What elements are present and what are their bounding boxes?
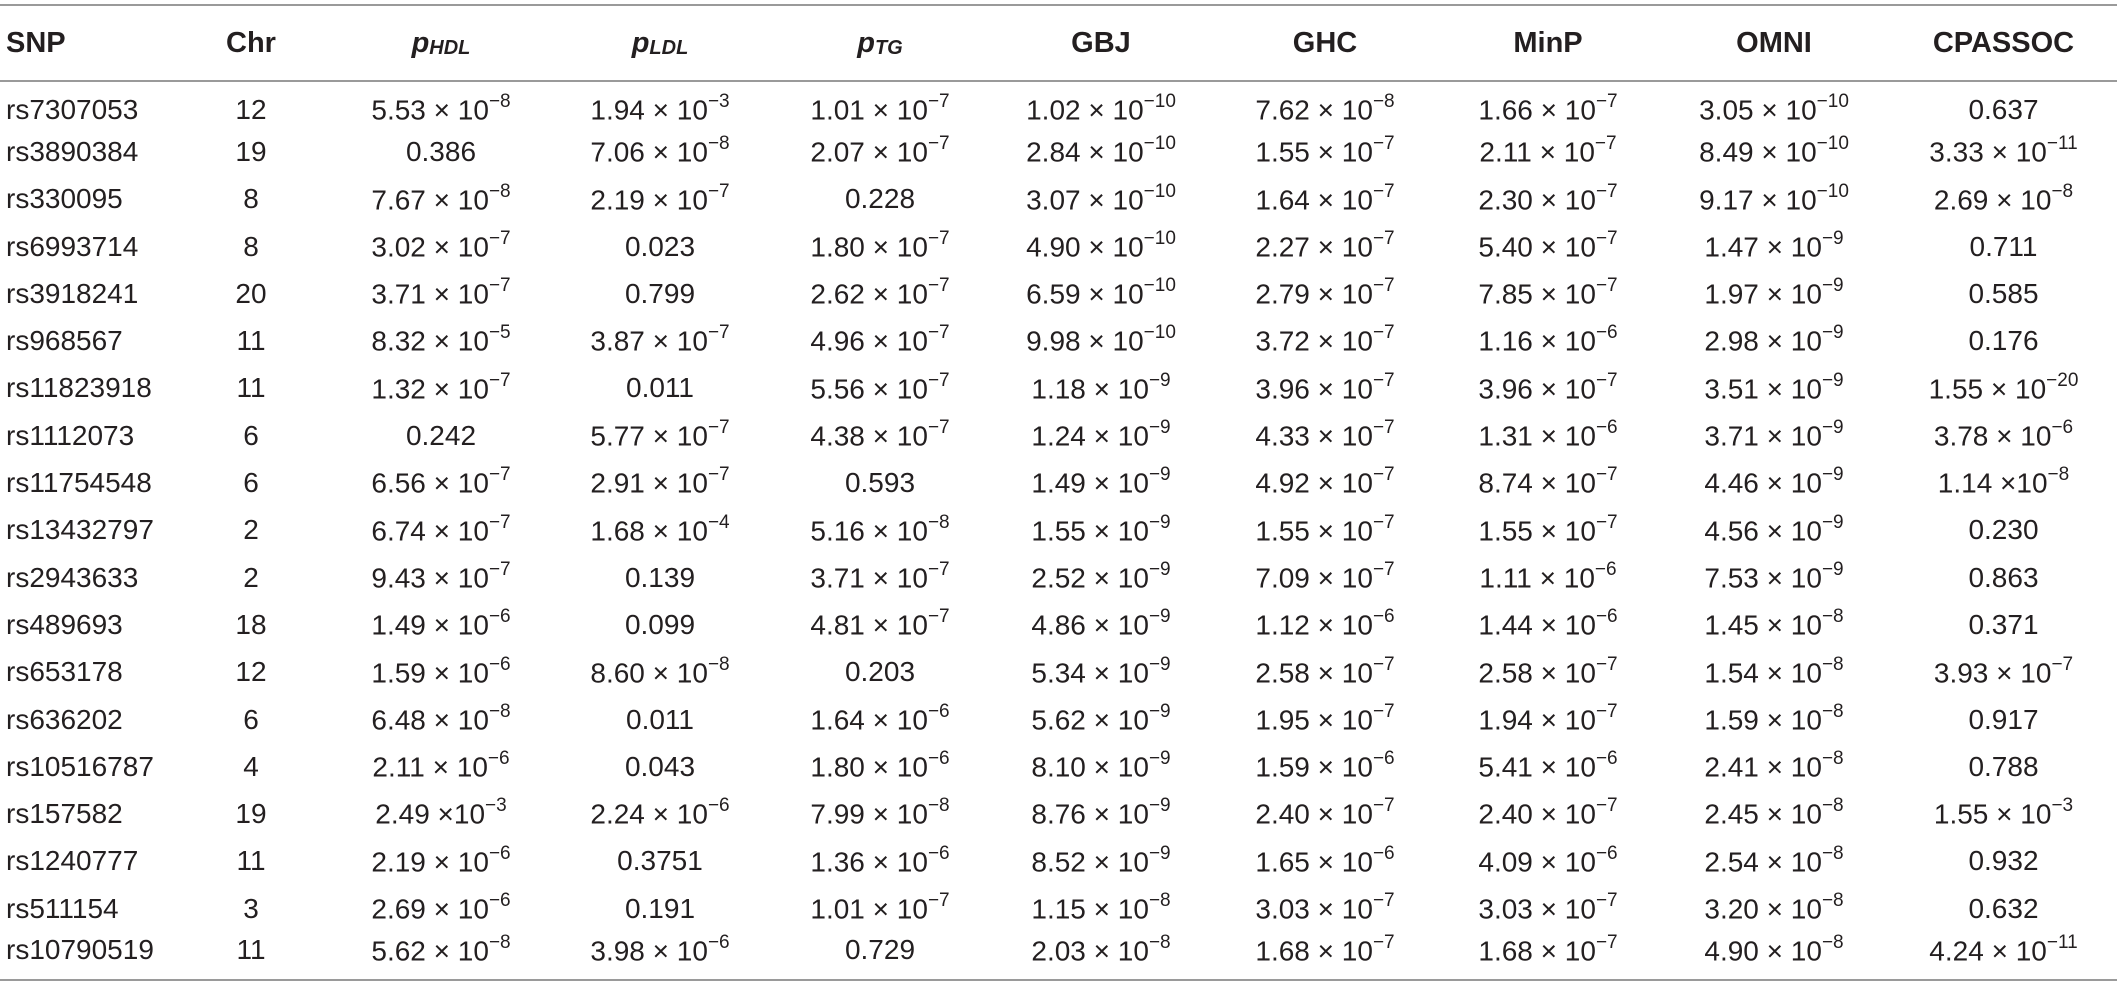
- cell-p-hdl: $8.32 \times 10^{-5}$: [371, 322, 511, 357]
- cell-omni: $1.59 \times 10^{-8}$: [1704, 700, 1844, 736]
- cell-snp: rs1240777: [6, 845, 139, 877]
- cell-snp: rs13432797: [6, 514, 154, 546]
- cell-chr: 11: [170, 932, 332, 979]
- cell-snp: rs11754548: [6, 467, 152, 499]
- cell-gbj: $1.55 \times 10^{-9}$: [1031, 511, 1171, 546]
- header-label: GHC: [1292, 26, 1358, 59]
- cell-p-ldl: 0.3751: [617, 845, 703, 877]
- cell-gbj: $1.49 \times 10^{-9}$: [1031, 464, 1171, 499]
- cell-minp: $3.03 \times 10^{-7}$: [1478, 890, 1618, 925]
- cell-ghc: $1.55 \times 10^{-7}$: [1255, 511, 1395, 546]
- cell-ghc: $2.79 \times 10^{-7}$: [1255, 275, 1395, 310]
- cell-omni: $1.45 \times 10^{-8}$: [1704, 606, 1844, 641]
- cell-cpassoc: 0.585: [1968, 277, 2039, 309]
- cell-cpassoc: $4.24 \times 10^{-11}$: [1890, 932, 2117, 979]
- cell-p-tg: $1.80 \times 10^{-7}$: [810, 227, 950, 263]
- cell-snp: rs10516787: [6, 750, 154, 782]
- table-row: [0, 838, 2117, 885]
- cell-cpassoc: 0.371: [1968, 608, 2039, 640]
- cell-omni: $2.41 \times 10^{-8}$: [1704, 748, 1844, 783]
- cell-cpassoc: 0.863: [1968, 561, 2039, 593]
- cell-snp: rs7307053: [6, 94, 139, 126]
- cell-p-tg: $1.36 \times 10^{-6}$: [810, 842, 950, 878]
- table-row: [0, 696, 2117, 743]
- cell-ghc: $3.72 \times 10^{-7}$: [1255, 322, 1395, 357]
- cell-omni: $7.53 \times 10^{-9}$: [1704, 558, 1844, 594]
- cell-p-ldl: 0.043: [624, 750, 696, 782]
- cell-p-tg: $7.99 \times 10^{-8}$: [810, 795, 950, 830]
- cell-omni: $3.20 \times 10^{-8}$: [1704, 890, 1844, 925]
- header-subscript: TG: [874, 36, 903, 59]
- cell-snp: rs653178: [6, 656, 123, 688]
- header-p-hdl: [332, 5, 550, 81]
- cell-ghc: $1.68 \times 10^{-7}$: [1212, 932, 1438, 979]
- cell-p-ldl: 0.139: [624, 561, 696, 593]
- table-header-row: [0, 5, 2117, 81]
- cell-chr: 20: [235, 277, 267, 309]
- cell-gbj: $2.03 \times 10^{-8}$: [990, 932, 1212, 979]
- cell-p-hdl: $2.19 \times 10^{-6}$: [371, 842, 511, 878]
- cell-omni: $8.49 \times 10^{-10}$: [1699, 133, 1849, 168]
- cell-omni: $3.05 \times 10^{-10}$: [1699, 91, 1849, 126]
- table-row: [0, 223, 2117, 270]
- cell-p-tg: 0.729: [770, 932, 990, 979]
- cell-minp: $5.40 \times 10^{-7}$: [1478, 227, 1618, 263]
- cell-ghc: $7.09 \times 10^{-7}$: [1255, 558, 1395, 594]
- cell-minp: $3.96 \times 10^{-7}$: [1478, 369, 1618, 405]
- cell-ghc: $7.62 \times 10^{-8}$: [1255, 91, 1395, 126]
- cell-ghc: $1.12 \times 10^{-6}$: [1255, 606, 1395, 641]
- cell-cpassoc: $1.55 \times 10^{-3}$: [1933, 795, 2074, 830]
- cell-p-ldl: 0.011: [626, 703, 694, 735]
- cell-p-tg: $4.81 \times 10^{-7}$: [810, 606, 950, 641]
- cell-p-tg: $2.07 \times 10^{-7}$: [810, 133, 950, 168]
- cell-p-hdl: $3.71 \times 10^{-7}$: [371, 275, 511, 310]
- cell-p-ldl: 0.191: [624, 892, 696, 924]
- cell-p-ldl: $7.06 \times 10^{-8}$: [590, 133, 730, 168]
- results-table: [0, 4, 2117, 981]
- cell-p-tg: 0.228: [844, 183, 916, 215]
- cell-gbj: $1.24 \times 10^{-9}$: [1031, 417, 1171, 452]
- cell-p-tg: 0.593: [844, 467, 916, 499]
- cell-p-hdl: 0.386: [405, 135, 477, 167]
- cell-ghc: $4.33 \times 10^{-7}$: [1255, 417, 1395, 452]
- cell-gbj: $4.86 \times 10^{-9}$: [1031, 606, 1171, 641]
- cell-omni: $4.46 \times 10^{-9}$: [1704, 464, 1844, 499]
- cell-minp: $2.11 \times 10^{-7}$: [1479, 133, 1617, 168]
- cell-p-ldl: $3.98 \times 10^{-6}$: [550, 932, 770, 979]
- cell-p-tg: $3.71 \times 10^{-7}$: [810, 558, 950, 594]
- table-row: [0, 790, 2117, 837]
- cell-cpassoc: 0.788: [1968, 750, 2039, 782]
- header-label: p: [411, 26, 430, 59]
- cell-p-hdl: $2.49 \times 10^{-3}$: [375, 795, 507, 830]
- cell-p-ldl: 0.099: [624, 608, 696, 640]
- cell-minp: $2.30 \times 10^{-7}$: [1478, 180, 1618, 215]
- cell-gbj: $5.34 \times 10^{-9}$: [1031, 653, 1171, 688]
- header-label: MinP: [1513, 26, 1583, 59]
- cell-minp: $8.74 \times 10^{-7}$: [1478, 464, 1618, 499]
- cell-p-tg: $4.96 \times 10^{-7}$: [810, 322, 950, 357]
- cell-p-tg: $1.01 \times 10^{-7}$: [810, 91, 950, 126]
- cell-gbj: $1.18 \times 10^{-9}$: [1031, 369, 1171, 405]
- cell-minp: $1.11 \times 10^{-6}$: [1479, 558, 1617, 594]
- cell-chr: 11: [236, 325, 266, 357]
- cell-p-ldl: $8.60 \times 10^{-8}$: [590, 653, 730, 688]
- cell-omni: $1.47 \times 10^{-9}$: [1704, 227, 1844, 263]
- cell-chr: 19: [235, 798, 267, 830]
- cell-cpassoc: $3.78 \times 10^{-6}$: [1933, 417, 2074, 452]
- cell-p-ldl: 0.023: [624, 230, 696, 262]
- cell-ghc: $1.55 \times 10^{-7}$: [1255, 133, 1395, 168]
- cell-minp: $1.68 \times 10^{-7}$: [1438, 932, 1658, 979]
- cell-minp: $1.94 \times 10^{-7}$: [1478, 700, 1618, 736]
- cell-omni: $2.98 \times 10^{-9}$: [1704, 322, 1844, 357]
- cell-chr: 3: [243, 892, 259, 924]
- table-row: [0, 270, 2117, 317]
- cell-cpassoc: 0.711: [1969, 230, 2038, 262]
- cell-minp: $1.44 \times 10^{-6}$: [1478, 606, 1618, 641]
- cell-gbj: $8.10 \times 10^{-9}$: [1031, 748, 1171, 783]
- cell-ghc: $1.95 \times 10^{-7}$: [1255, 700, 1395, 736]
- cell-cpassoc: $2.69 \times 10^{-8}$: [1933, 180, 2074, 215]
- cell-snp: rs1112073: [6, 419, 135, 451]
- cell-minp: $1.16 \times 10^{-6}$: [1478, 322, 1618, 357]
- cell-minp: $2.40 \times 10^{-7}$: [1478, 795, 1618, 830]
- cell-p-tg: $1.80 \times 10^{-6}$: [810, 748, 950, 783]
- header-p-tg: [770, 5, 990, 81]
- cell-snp: rs511154: [6, 892, 119, 924]
- cell-p-hdl: $5.53 \times 10^{-8}$: [371, 91, 511, 126]
- table-row: [0, 932, 2117, 979]
- cell-chr: 6: [243, 703, 259, 735]
- cell-snp: rs10790519: [0, 932, 170, 979]
- table-row: [0, 412, 2117, 459]
- header-label: SNP: [6, 26, 66, 59]
- cell-minp: $1.31 \times 10^{-6}$: [1478, 417, 1618, 452]
- cell-chr: 19: [235, 135, 267, 167]
- cell-p-hdl: $7.67 \times 10^{-8}$: [371, 180, 511, 215]
- cell-p-ldl: $5.77 \times 10^{-7}$: [590, 417, 730, 452]
- cell-gbj: $3.07 \times 10^{-10}$: [1026, 180, 1176, 215]
- header-gbj: [990, 5, 1212, 81]
- cell-cpassoc: $3.33 \times 10^{-11}$: [1929, 133, 2078, 168]
- cell-cpassoc: 0.230: [1968, 514, 2039, 546]
- cell-minp: $2.58 \times 10^{-7}$: [1478, 653, 1618, 688]
- cell-chr: 11: [236, 845, 266, 877]
- header-chr: [170, 5, 332, 81]
- cell-cpassoc: 0.176: [1968, 325, 2039, 357]
- cell-p-hdl: $6.56 \times 10^{-7}$: [371, 464, 511, 499]
- cell-p-ldl: $1.68 \times 10^{-4}$: [590, 511, 730, 546]
- cell-omni: $1.54 \times 10^{-8}$: [1704, 653, 1844, 688]
- cell-cpassoc: 0.637: [1968, 94, 2039, 126]
- cell-chr: 8: [243, 183, 259, 215]
- cell-snp: rs636202: [6, 703, 123, 735]
- table-row: [0, 554, 2117, 601]
- cell-chr: 6: [243, 467, 259, 499]
- cell-gbj: $5.62 \times 10^{-9}$: [1031, 700, 1171, 736]
- cell-p-tg: $5.16 \times 10^{-8}$: [810, 511, 950, 546]
- cell-minp: $5.41 \times 10^{-6}$: [1478, 748, 1618, 783]
- cell-gbj: $2.52 \times 10^{-9}$: [1031, 558, 1171, 594]
- header-ghc: [1212, 5, 1438, 81]
- cell-p-ldl: $2.19 \times 10^{-7}$: [590, 180, 730, 215]
- cell-chr: 12: [235, 656, 267, 688]
- cell-p-ldl: 0.011: [626, 372, 694, 404]
- cell-p-ldl: 0.799: [624, 277, 696, 309]
- cell-snp: rs968567: [6, 325, 123, 357]
- table-row: [0, 317, 2117, 364]
- header-snp: [0, 5, 170, 81]
- cell-snp: rs3918241: [6, 277, 139, 309]
- cell-omni: $9.17 \times 10^{-10}$: [1699, 180, 1849, 215]
- cell-p-hdl: $5.62 \times 10^{-8}$: [332, 932, 550, 979]
- cell-chr: 6: [243, 419, 259, 451]
- cell-p-hdl: $6.74 \times 10^{-7}$: [371, 511, 511, 546]
- cell-p-hdl: $2.11 \times 10^{-6}$: [372, 748, 510, 783]
- cell-snp: rs2943633: [6, 561, 139, 593]
- cell-ghc: $2.58 \times 10^{-7}$: [1255, 653, 1395, 688]
- cell-ghc: $2.27 \times 10^{-7}$: [1255, 227, 1395, 263]
- cell-gbj: $4.90 \times 10^{-10}$: [1026, 227, 1176, 263]
- header-label: p: [631, 26, 650, 59]
- cell-omni: $2.54 \times 10^{-8}$: [1704, 842, 1844, 878]
- cell-p-hdl: $2.69 \times 10^{-6}$: [371, 890, 511, 925]
- cell-p-hdl: 0.242: [405, 419, 477, 451]
- cell-p-tg: $2.62 \times 10^{-7}$: [810, 275, 950, 310]
- cell-chr: 2: [243, 514, 259, 546]
- table-row: [0, 507, 2117, 554]
- cell-gbj: $9.98 \times 10^{-10}$: [1026, 322, 1176, 357]
- cell-omni: $4.56 \times 10^{-9}$: [1704, 511, 1844, 546]
- cell-p-hdl: $6.48 \times 10^{-8}$: [371, 700, 511, 736]
- cell-p-ldl: $1.94 \times 10^{-3}$: [590, 91, 730, 126]
- cell-snp: rs11823918: [6, 372, 152, 404]
- cell-ghc: $3.96 \times 10^{-7}$: [1255, 369, 1395, 405]
- cell-p-ldl: $3.87 \times 10^{-7}$: [590, 322, 730, 357]
- cell-snp: rs489693: [6, 608, 123, 640]
- cell-cpassoc: $3.93 \times 10^{-7}$: [1933, 653, 2074, 688]
- cell-p-hdl: $1.59 \times 10^{-6}$: [371, 653, 511, 688]
- cell-p-tg: 0.203: [844, 656, 916, 688]
- cell-cpassoc: $1.55 \times 10^{-20}$: [1928, 369, 2079, 405]
- cell-minp: $1.66 \times 10^{-7}$: [1478, 91, 1618, 126]
- cell-p-ldl: $2.91 \times 10^{-7}$: [590, 464, 730, 499]
- table-row: [0, 365, 2117, 412]
- cell-p-hdl: $9.43 \times 10^{-7}$: [371, 558, 511, 594]
- table-row: [0, 649, 2117, 696]
- cell-snp: rs330095: [6, 183, 123, 215]
- table-row: [0, 885, 2117, 932]
- cell-chr: 12: [235, 94, 267, 126]
- cell-omni: $1.97 \times 10^{-9}$: [1704, 275, 1844, 310]
- cell-cpassoc: $1.14 \times 10^{-8}$: [1937, 464, 2070, 499]
- cell-gbj: $8.76 \times 10^{-9}$: [1031, 795, 1171, 830]
- cell-snp: rs6993714: [6, 230, 139, 262]
- cell-snp: rs157582: [6, 798, 123, 830]
- cell-chr: 4: [243, 750, 259, 782]
- cell-omni: $3.51 \times 10^{-9}$: [1704, 369, 1844, 405]
- cell-gbj: $8.52 \times 10^{-9}$: [1031, 842, 1171, 878]
- cell-gbj: $1.15 \times 10^{-8}$: [1031, 890, 1171, 925]
- cell-minp: $1.55 \times 10^{-7}$: [1478, 511, 1618, 546]
- header-omni: [1658, 5, 1890, 81]
- cell-omni: $2.45 \times 10^{-8}$: [1704, 795, 1844, 830]
- cell-ghc: $1.64 \times 10^{-7}$: [1255, 180, 1395, 215]
- table-row: [0, 601, 2117, 648]
- cell-minp: $4.09 \times 10^{-6}$: [1478, 842, 1618, 878]
- header-cpassoc: [1890, 5, 2117, 81]
- cell-gbj: $1.02 \times 10^{-10}$: [1026, 91, 1176, 126]
- header-label: p: [857, 26, 875, 59]
- cell-p-tg: $5.56 \times 10^{-7}$: [810, 369, 950, 405]
- cell-ghc: $3.03 \times 10^{-7}$: [1255, 890, 1395, 925]
- cell-gbj: $2.84 \times 10^{-10}$: [1026, 133, 1176, 168]
- table-row: [0, 81, 2117, 128]
- cell-minp: $7.85 \times 10^{-7}$: [1478, 275, 1618, 310]
- cell-gbj: $6.59 \times 10^{-10}$: [1026, 275, 1176, 310]
- cell-cpassoc: 0.632: [1968, 892, 2039, 924]
- header-p-ldl: [550, 5, 770, 81]
- cell-p-hdl: $1.32 \times 10^{-7}$: [371, 369, 511, 405]
- table-row: [0, 128, 2117, 175]
- header-subscript: LDL: [649, 36, 689, 59]
- cell-ghc: $1.65 \times 10^{-6}$: [1255, 842, 1395, 878]
- header-label: OMNI: [1736, 26, 1812, 59]
- cell-p-hdl: $1.49 \times 10^{-6}$: [371, 606, 511, 641]
- header-label: CPASSOC: [1932, 26, 2075, 59]
- header-subscript: HDL: [429, 36, 471, 59]
- cell-cpassoc: 0.917: [1968, 703, 2039, 735]
- cell-cpassoc: 0.932: [1968, 845, 2039, 877]
- cell-omni: $3.71 \times 10^{-9}$: [1704, 417, 1844, 452]
- cell-chr: 2: [243, 561, 259, 593]
- cell-ghc: $4.92 \times 10^{-7}$: [1255, 464, 1395, 499]
- cell-p-tg: $1.01 \times 10^{-7}$: [810, 890, 950, 925]
- cell-snp: rs3890384: [6, 135, 139, 167]
- cell-omni: $4.90 \times 10^{-8}$: [1658, 932, 1890, 979]
- header-label: Chr: [226, 26, 276, 59]
- cell-p-hdl: $3.02 \times 10^{-7}$: [371, 227, 511, 263]
- cell-chr: 11: [236, 372, 266, 404]
- cell-ghc: $1.59 \times 10^{-6}$: [1255, 748, 1395, 783]
- table-row: [0, 459, 2117, 506]
- cell-chr: 8: [243, 230, 259, 262]
- cell-p-ldl: $2.24 \times 10^{-6}$: [590, 795, 730, 830]
- table-row: [0, 176, 2117, 223]
- cell-p-tg: $4.38 \times 10^{-7}$: [810, 417, 950, 452]
- table-row: [0, 743, 2117, 790]
- cell-chr: 18: [235, 608, 267, 640]
- cell-p-tg: $1.64 \times 10^{-6}$: [810, 700, 950, 736]
- cell-ghc: $2.40 \times 10^{-7}$: [1255, 795, 1395, 830]
- header-minp: [1438, 5, 1658, 81]
- header-label: GBJ: [1071, 26, 1131, 59]
